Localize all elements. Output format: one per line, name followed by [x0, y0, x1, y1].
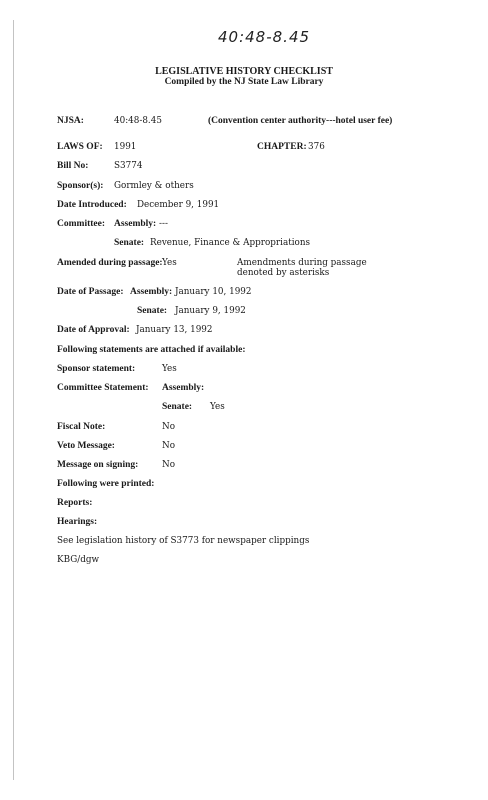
amended-value: Yes [162, 258, 177, 268]
date-of-passage-label: Date of Passage: [57, 287, 124, 297]
fiscal-note-value: No [162, 422, 175, 432]
date-introduced-value: December 9, 1991 [137, 200, 220, 210]
amended-label: Amended during passage: [57, 258, 163, 268]
committee-statement-senate-label: Senate: [162, 402, 193, 412]
amended-note: Amendments during passage denoted by asterisks [237, 258, 367, 278]
veto-message-value: No [162, 441, 175, 451]
passage-senate-label: Senate: [137, 306, 168, 316]
date-of-approval-label: Date of Approval: [57, 325, 130, 335]
handwritten-reference: 40:48-8.45 [218, 28, 311, 46]
passage-assembly-value: January 10, 1992 [175, 287, 252, 297]
page-subtitle: Compiled by the NJ State Law Library [164, 77, 324, 87]
hearings-label: Hearings: [57, 517, 98, 527]
laws-of-label: LAWS OF: [57, 142, 103, 152]
veto-message-label: Veto Message: [57, 441, 115, 451]
njsa-label: NJSA: [57, 116, 84, 126]
committee-statement-assembly-label: Assembly: [162, 383, 205, 393]
bill-no-label: Bill No: [57, 161, 89, 171]
initials: KBG/dgw [57, 555, 99, 565]
message-on-signing-value: No [162, 460, 175, 470]
sponsor-label: Sponsor(s): [57, 181, 104, 191]
page-margin-line [13, 20, 14, 780]
sponsor-statement-value: Yes [162, 364, 177, 374]
committee-senate-value: Revenue, Finance & Appropriations [150, 238, 311, 248]
message-on-signing-label: Message on signing: [57, 460, 139, 470]
chapter-label: CHAPTER: [257, 142, 307, 152]
committee-senate-label: Senate: [114, 238, 145, 248]
committee-statement-label: Committee Statement: [57, 383, 149, 393]
laws-of-value: 1991 [114, 142, 137, 152]
see-note: See legislation history of S3773 for newspaper clippings [57, 536, 310, 546]
njsa-value: 40:48-8.45 [114, 116, 162, 126]
reports-label: Reports: [57, 498, 93, 508]
chapter-value: 376 [308, 142, 325, 152]
following-attached-heading: Following statements are attached if available: [57, 345, 246, 355]
committee-statement-senate-value: Yes [210, 402, 225, 412]
bill-no-value: S3774 [114, 161, 143, 171]
committee-label: Committee: [57, 219, 106, 229]
fiscal-note-label: Fiscal Note: [57, 422, 106, 432]
committee-assembly-label: Assembly: [114, 219, 157, 229]
sponsor-value: Gormley & others [114, 181, 194, 191]
page-title: LEGISLATIVE HISTORY CHECKLIST [155, 66, 333, 77]
following-printed-heading: Following were printed: [57, 479, 155, 489]
njsa-description: (Convention center authority---hotel user fee) [208, 116, 393, 126]
passage-assembly-label: Assembly: [130, 287, 173, 297]
date-introduced-label: Date Introduced: [57, 200, 127, 210]
committee-assembly-value: --- [159, 219, 168, 229]
passage-senate-value: January 9, 1992 [175, 306, 246, 316]
date-of-approval-value: January 13, 1992 [136, 325, 213, 335]
sponsor-statement-label: Sponsor statement: [57, 364, 136, 374]
